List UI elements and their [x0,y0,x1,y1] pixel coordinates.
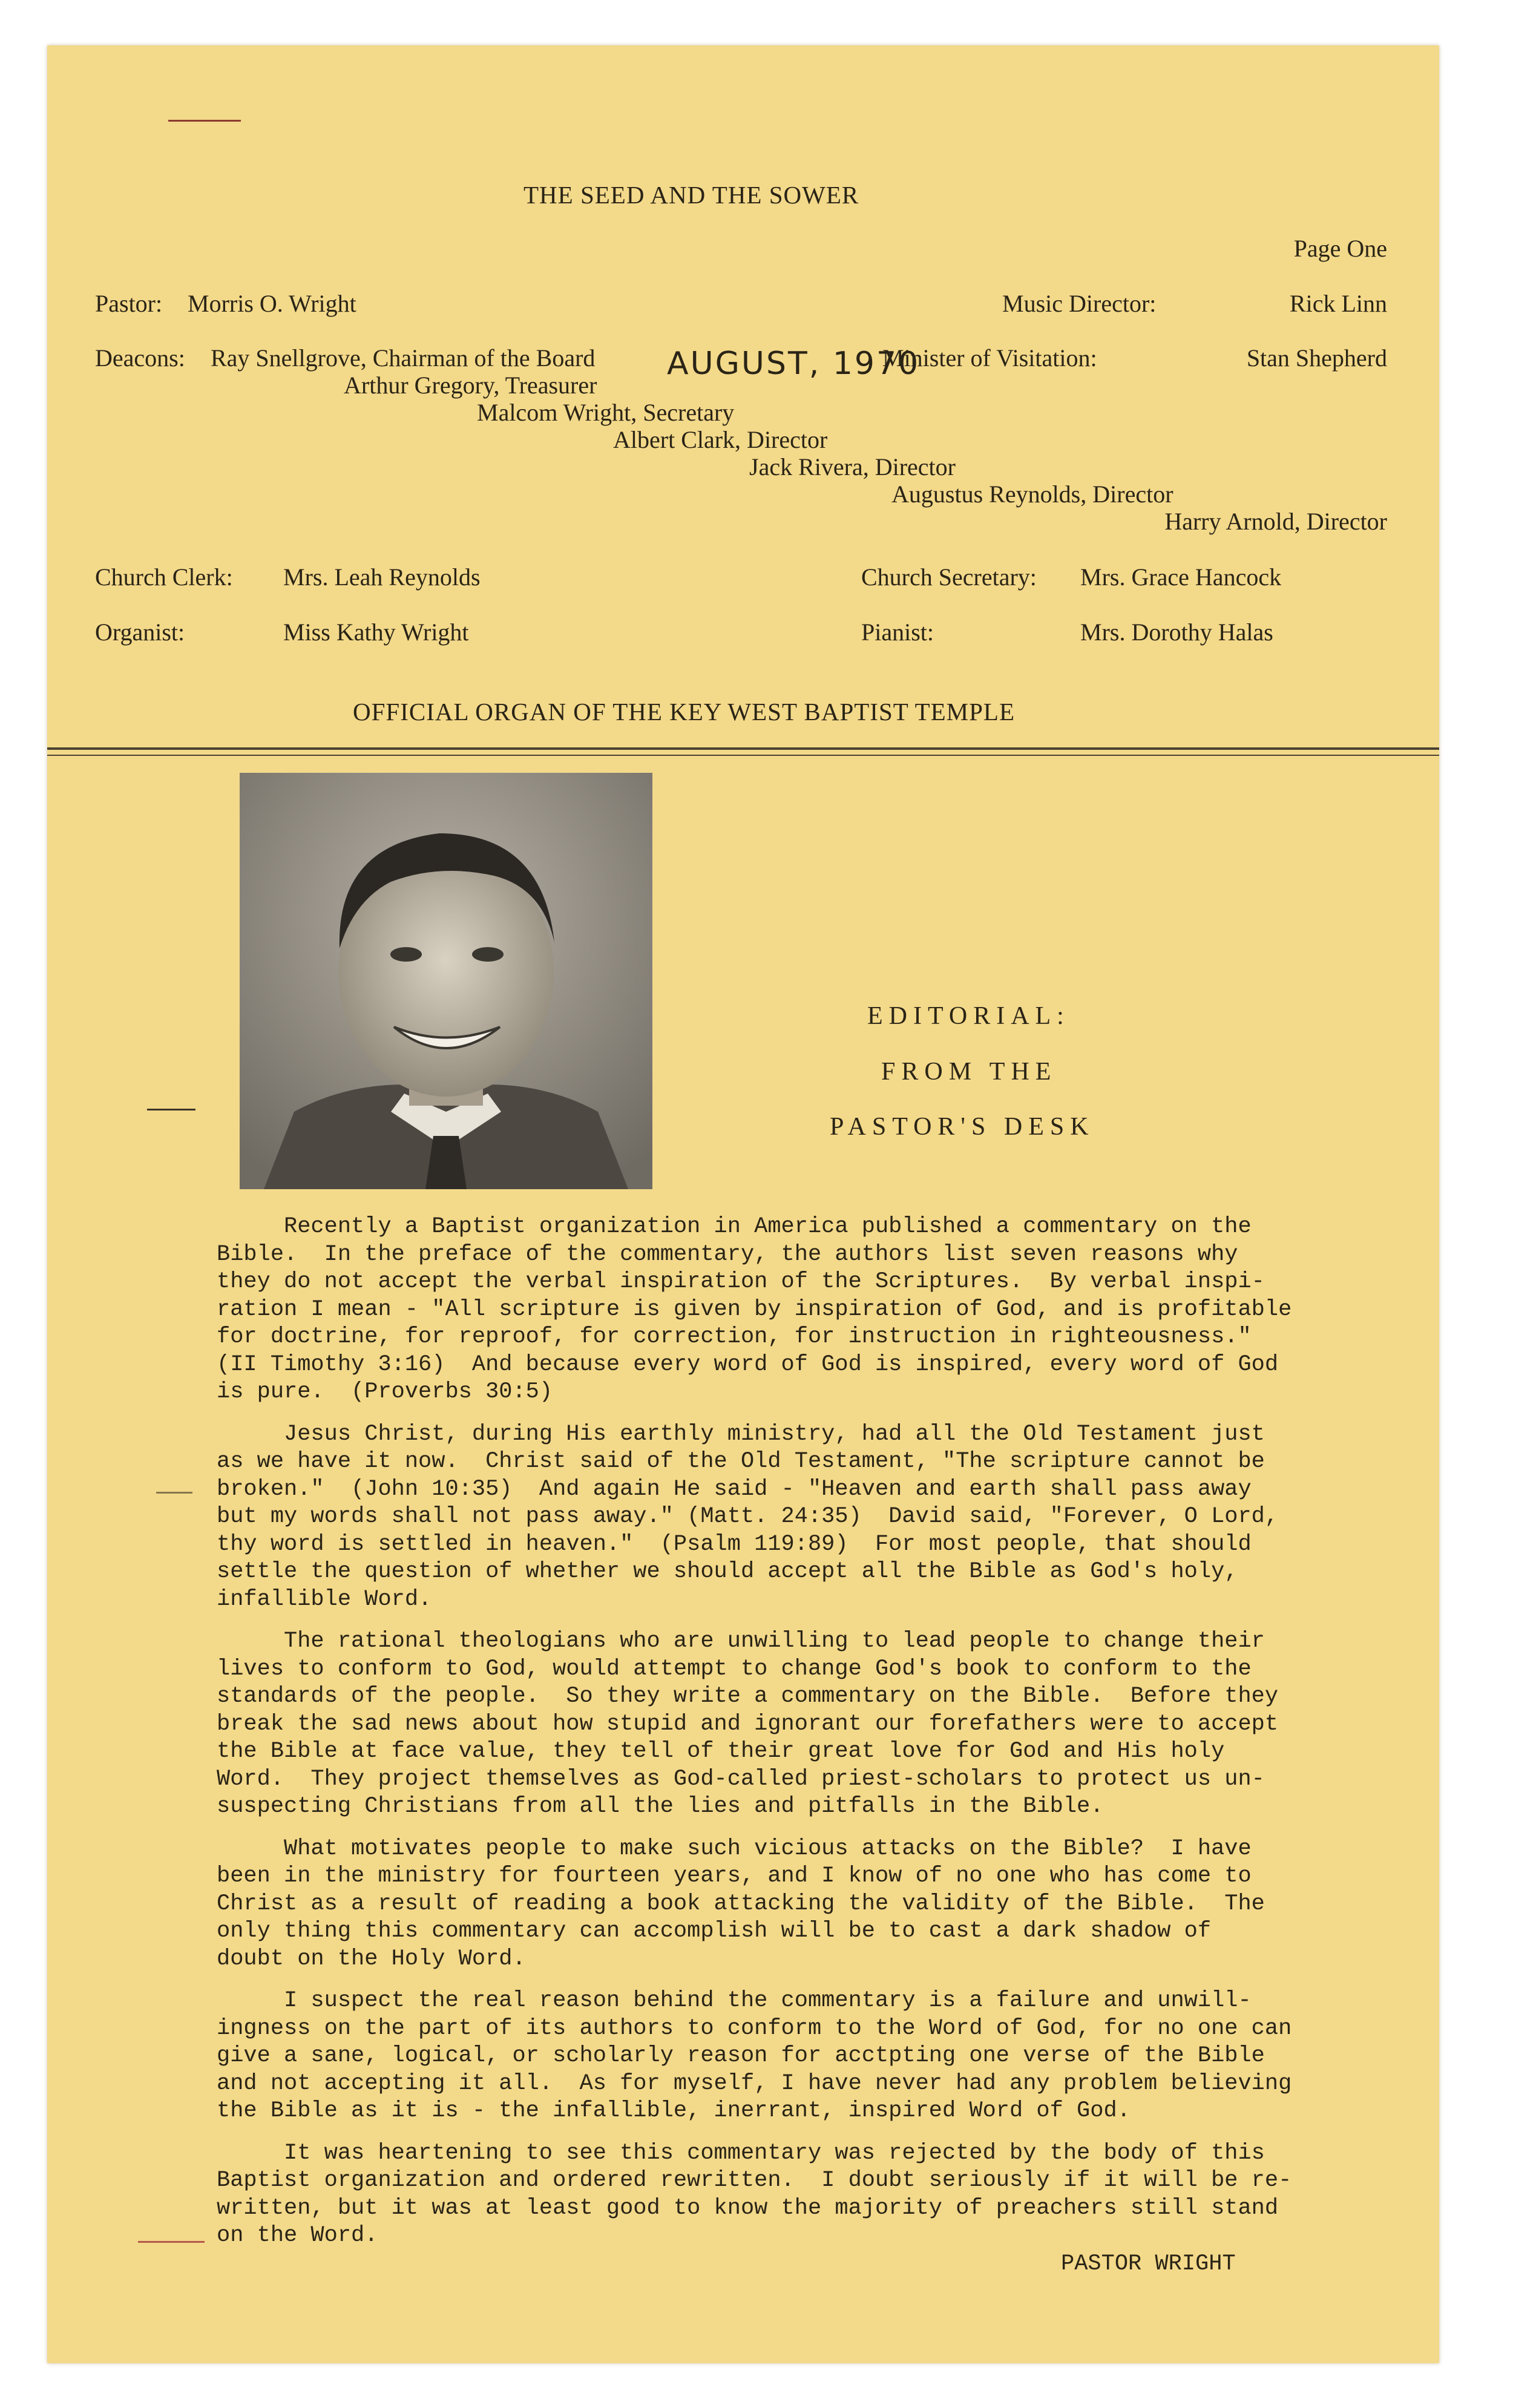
editorial-subheading: FROM THE [881,1058,1057,1086]
pianist-name: Mrs. Dorothy Halas [1080,618,1273,646]
music-director-label: Music Director: [1002,290,1157,317]
editorial-desk-heading: PASTOR'S DESK [830,1113,1095,1141]
margin-mark-red [168,120,241,122]
organist-label: Organist: [95,618,185,646]
deacon-5: Jack Rivera, Director [749,453,956,481]
newsletter-page [47,45,1439,2363]
editorial-paragraph-1: Recently a Baptist organization in America published a commentary on the Bible. In the preface of the commentary, the authors list seven reasons why they do not accept the verbal inspiration of the Scriptures. By verbal inspi- ration I mean - "All scripture is given by inspiration of God, and is profitable for doctrine, for reproof, for correction, for instruction in righteousness." (II Timothy 3:16) And because every word of God is inspired, every word of God is pure. (Proverbs 30:5) [217,1214,1292,1405]
secretary-label: Church Secretary: [861,563,1037,591]
deacon-4: Albert Clark, Director [613,426,828,453]
header-divider-2 [47,755,1439,756]
official-organ-heading: OFFICIAL ORGAN OF THE KEY WEST BAPTIST TEMPLE [353,698,1016,726]
editorial-paragraph-6: It was heartening to see this commentary was rejected by the body of this Baptist organization and ordered rewritten. I doubt seriously if it will be re- written, but it was at least good to know the majority of preachers still stand on the Word. [217,2140,1292,2248]
editorial-paragraph-3: The rational theologians who are unwilling to lead people to change their lives to conform to God, would attempt to change God's book to conform to the standards of the people. So they write a commentary on the Bible. Before they break the sad news about how stupid and ignorant our forefathers were to accept the Bible at face value, they tell of their great love for God and His holy Word. They project themselves as God-called priest-scholars to protect us un- suspecting Christians from all the lies and pitfalls in the Bible. [217,1629,1279,1819]
page-label: Page One [1293,235,1387,262]
editorial-paragraph-5: I suspect the real reason behind the commentary is a failure and unwill- ingness on the part of its authors to conform to the Word of God, for no one can give a sane, logical, or scholarly reason for acctpting one verse of the Bible and not accepting it all. As for myself, I have never had any problem believing the Bible as it is - the infallible, inerrant, inspired Word of God. [217,1988,1292,2124]
deacons-label: Deacons: [95,344,185,372]
margin-mark-red-2 [138,2241,205,2243]
issue-date: AUGUST, 1970 [667,346,921,382]
margin-mark-dash [147,1109,195,1111]
visitation-label: Minister of Visitation: [882,344,1097,372]
pastor-name: Morris O. Wright [188,290,356,317]
pianist-label: Pianist: [861,618,934,646]
signature: PASTOR WRIGHT [1061,2251,1236,2277]
deacon-7: Harry Arnold, Director [1164,508,1387,535]
organist-name: Miss Kathy Wright [283,618,469,646]
editorial-body [217,1213,1354,2265]
editorial-heading: EDITORIAL: [867,1002,1070,1030]
header-divider [47,747,1439,750]
music-director-name: Rick Linn [1289,290,1387,317]
newsletter-title: THE SEED AND THE SOWER [523,181,859,209]
pastor-photo [240,773,652,1189]
pastor-portrait-graphic [240,773,652,1189]
editorial-paragraph-2: Jesus Christ, during His earthly ministry, had all the Old Testament just as we have it now. Christ said of the Old Testament, "The scripture cannot be broken." (John 10:35) And again He said - "Heaven and earth shall pass away but my words shall not pass away." (Matt. 24:35) David said, "Forever, O Lord, thy word is settled in heaven." (Psalm 119:89) For most people, that should settle the question of whether we should accept all the Bible as God's holy, infallible Word. [217,1421,1279,1612]
deacon-3: Malcom Wright, Secretary [477,399,735,426]
deacon-2: Arthur Gregory, Treasurer [344,372,597,399]
deacon-1: Ray Snellgrove, Chairman of the Board [211,344,596,372]
secretary-name: Mrs. Grace Hancock [1080,563,1282,591]
margin-mark-dash-2 [156,1492,192,1494]
visitation-name: Stan Shepherd [1246,344,1387,372]
clerk-name: Mrs. Leah Reynolds [283,563,481,591]
pastor-label: Pastor: [95,290,163,317]
clerk-label: Church Clerk: [95,563,233,591]
deacon-6: Augustus Reynolds, Director [891,481,1173,508]
editorial-paragraph-4: What motivates people to make such vicious attacks on the Bible? I have been in the ministry for fourteen years, and I know of no one who has come to Christ as a result of reading a book attacking the validity of the Bible. The only thing this commentary can accomplish will be to cast a dark shadow of doubt on the Holy Word. [217,1836,1265,1972]
